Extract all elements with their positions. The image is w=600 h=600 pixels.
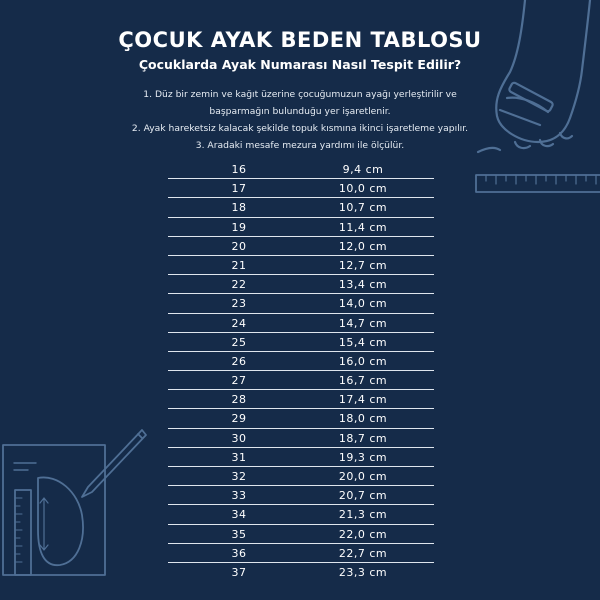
length-cell: 20,0 cm [338, 470, 388, 483]
table-row [168, 237, 434, 256]
table-row [168, 218, 434, 237]
page-subtitle: Çocuklarda Ayak Numarası Nasıl Tespit Edilir? [138, 57, 462, 72]
length-cell: 16,7 cm [338, 374, 388, 388]
size-cell: 16 [231, 163, 247, 176]
length-cell: 23,3 cm [338, 565, 388, 579]
length-cell: 18,0 cm [338, 412, 388, 426]
length-cell: 20,7 cm [338, 489, 388, 503]
length-cell: 14,7 cm [338, 316, 388, 330]
table-row [168, 256, 434, 275]
table-row [168, 563, 434, 582]
table-row [168, 160, 434, 179]
size-cell: 24 [231, 316, 247, 330]
table-row [168, 544, 434, 563]
table-row [168, 275, 434, 294]
paper-pencil-icon [3, 430, 146, 575]
length-cell: 22,0 cm [338, 527, 388, 541]
length-cell: 12,7 cm [338, 258, 388, 272]
table-row [168, 486, 434, 505]
length-cell: 16,0 cm [338, 354, 388, 368]
size-cell: 32 [231, 470, 247, 483]
length-cell: 18,7 cm [338, 431, 388, 445]
size-cell: 25 [231, 335, 247, 349]
table-row [168, 505, 434, 524]
table-row [168, 352, 434, 371]
size-cell: 27 [231, 374, 247, 388]
length-cell: 15,4 cm [338, 335, 388, 349]
size-cell: 30 [231, 431, 247, 445]
length-cell: 21,3 cm [338, 508, 388, 522]
length-cell: 17,4 cm [338, 393, 388, 407]
size-cell: 20 [231, 239, 247, 253]
instruction-line: başparmağın bulunduğu yer işaretlenir. [209, 106, 391, 117]
length-cell: 10,0 cm [338, 182, 388, 196]
instruction-line: 2. Ayak hareketsiz kalacak şekilde topuk kısmına ikinci işaretleme yapılır. [131, 123, 469, 134]
length-cell: 14,0 cm [338, 297, 388, 311]
length-cell: 10,7 cm [338, 201, 388, 215]
size-cell: 35 [231, 527, 247, 541]
size-cell: 18 [231, 201, 247, 215]
size-cell: 21 [231, 258, 247, 272]
size-cell: 17 [231, 182, 247, 196]
table-row [168, 198, 434, 217]
size-cell: 36 [231, 546, 247, 560]
size-cell: 19 [231, 220, 247, 234]
table-row [168, 429, 434, 448]
instruction-line: 3. Aradaki mesafe mezura yardımı ile ölçülür. [195, 140, 405, 151]
size-table [168, 160, 434, 582]
length-cell: 11,4 cm [338, 220, 388, 234]
table-row [168, 467, 434, 486]
instruction-line: 1. Düz bir zemin ve kağıt üzerine çocuğumuzun ayağı yerleştirilir ve [143, 89, 457, 100]
size-cell: 31 [231, 450, 247, 464]
table-row [168, 294, 434, 313]
size-cell: 37 [231, 565, 247, 579]
size-cell: 28 [231, 393, 247, 407]
size-cell: 22 [231, 278, 247, 292]
size-cell: 26 [231, 354, 247, 368]
length-cell: 22,7 cm [338, 546, 388, 560]
size-cell: 29 [231, 412, 247, 426]
length-cell: 13,4 cm [338, 278, 388, 292]
table-row [168, 525, 434, 544]
table-row [168, 409, 434, 428]
length-cell: 9,4 cm [342, 163, 384, 176]
page-title: ÇOCUK AYAK BEDEN TABLOSU [118, 28, 482, 52]
size-cell: 33 [231, 489, 247, 503]
length-cell: 12,0 cm [338, 239, 388, 253]
table-row [168, 333, 434, 352]
size-cell: 23 [231, 297, 247, 311]
length-cell: 19,3 cm [338, 450, 388, 464]
table-row [168, 371, 434, 390]
table-row [168, 314, 434, 333]
table-row [168, 179, 434, 198]
table-row [168, 390, 434, 409]
table-row [168, 448, 434, 467]
size-cell: 34 [231, 508, 247, 522]
instructions [100, 86, 500, 154]
